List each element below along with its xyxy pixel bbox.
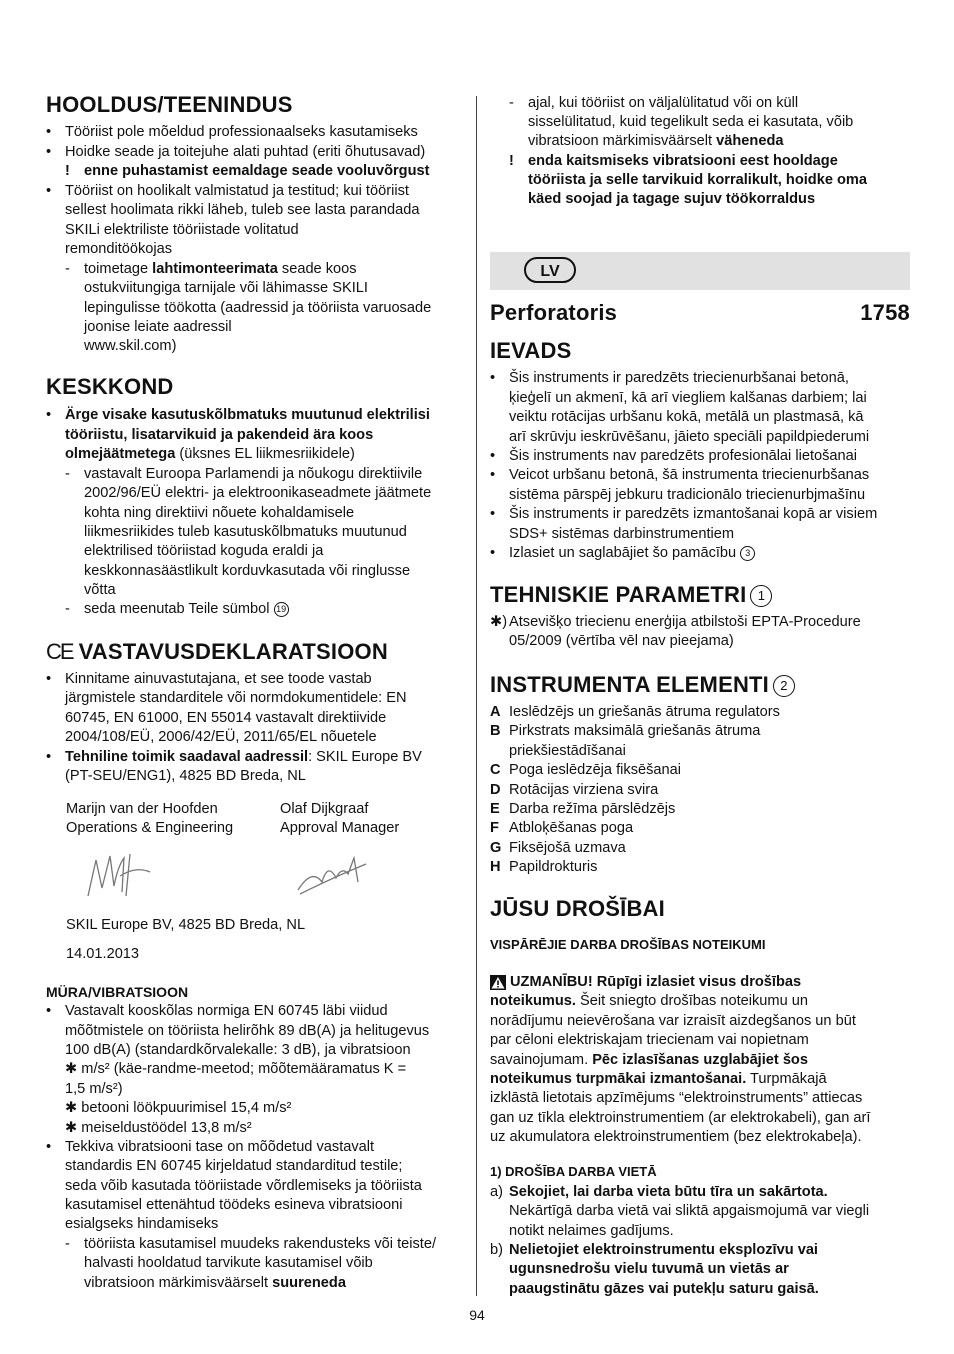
product-number: 1758 [860,300,910,325]
language-bar [490,252,910,290]
section-title-ievads: IEVADS [490,338,572,363]
signatory-2-role: Approval Manager [280,820,400,836]
section-title-keskkond: KESKKOND [46,374,174,399]
signature-2-image [292,848,372,904]
figure-ref-icon: 3 [740,546,755,561]
signatory-2-name: Olaf Dijkgraaf [280,801,369,817]
subsection-title: 1) DROŠĪBA DARBA VIETĀ [490,1164,657,1179]
section-title-mura: MÜRA/VIBRATSIOON [46,984,189,1000]
product-name: Perforatoris [490,300,618,325]
ce-mark-icon: CE [46,639,73,664]
section-title-vastavus: CE VASTAVUSDEKLARATSIOON [46,639,388,664]
signatory-1-role: Operations & Engineering [66,820,234,836]
section-title-elementi: INSTRUMENTA ELEMENTI 2 [490,672,795,698]
figure-ref-icon: 1 [750,585,772,607]
signatory-1-name: Marijn van der Hoofden [66,801,218,817]
figure-ref-icon: 2 [773,675,795,697]
section-title-drosibai: JŪSU DROŠĪBAI [490,896,665,921]
company-address: SKIL Europe BV, 4825 BD Breda, NL [66,917,306,933]
declaration-date: 14.01.2013 [66,946,140,962]
section-title-tehniskie: TEHNISKIE PARAMETRI 1 [490,582,772,608]
language-badge: LV [524,257,576,283]
column-divider [476,96,477,1296]
page-number: 94 [469,1307,485,1323]
subsection-title: VISPĀRĒJIE DARBA DROŠĪBAS NOTEIKUMI [490,937,766,952]
signature-1-image [80,846,160,906]
section-title-hooldus: HOOLDUS/TEENINDUS [46,92,293,117]
figure-ref-icon: 19 [274,602,289,617]
